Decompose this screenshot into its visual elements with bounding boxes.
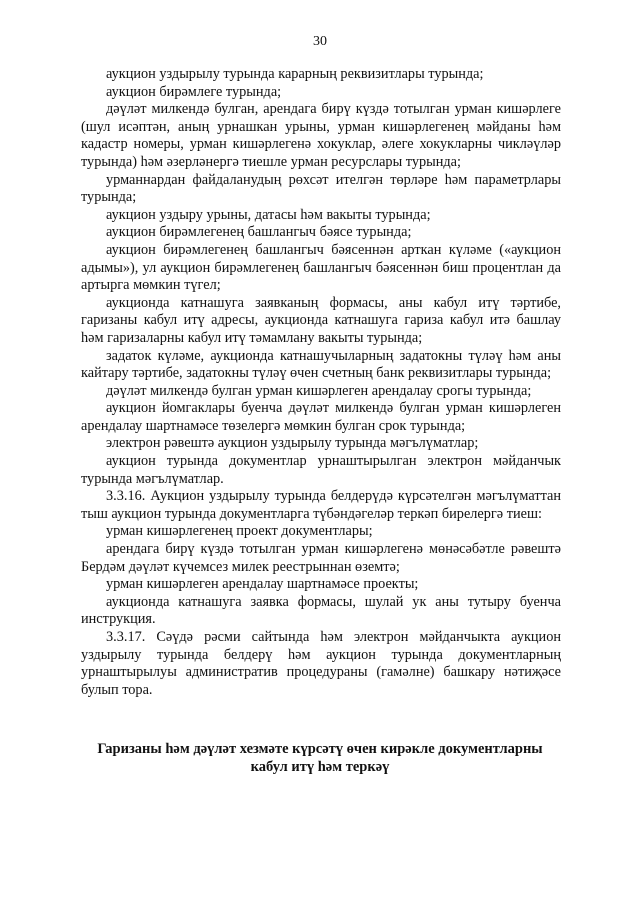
paragraph: аукционда катнашуга заявка формасы, шулай ук аны тутыру буенча инструкция. <box>81 593 561 628</box>
section-heading-line-2: кабул итү һәм теркәү <box>250 759 390 775</box>
paragraph: арендага бирү күздә тотылган урман кишәрлегенә мөнәсәбәтле рәвештә Бердәм дәүләт күчемсез милек реестрыннан өземтә; <box>81 541 561 575</box>
paragraph: урман кишәрлеген арендалау шартнамәсе проекты; <box>106 576 419 593</box>
section-heading <box>60 740 580 776</box>
paragraph: аукцион бирәмлегенең башлангыч бәясеннән арткан күләме («аукцион адымы»), ул аукцион бирәмлегенең башлангыч бәясеннән биш процентлан да артырга мөмкин түгел; <box>81 241 561 294</box>
section-heading-line-1: Гаризаны һәм дәүләт хезмәте күрсәтү өчен кирәкле документларны <box>97 741 543 757</box>
paragraph: дәүләт милкендә булган, арендага бирү күздә тотылган урман кишәрлеге (шул исәптән, аның урнашкан урыны, урман кишәрлегенең мәйданы һәм кадастр номеры, урман кишәрлегенә хокуклар, әлеге хокукларны чикләүләр турында) һәм әзерләнергә тиешле урман ресурслары турында; <box>81 101 561 170</box>
paragraph-3-3-16: 3.3.16. Аукцион уздырылу турында белдерүдә күрсәтелгән мәгълүматтан тыш аукцион турында документларга түбәндәгеләр теркәп бирелергә тиеш: <box>81 488 561 522</box>
paragraph: аукцион турында документлар урнаштырылган электрон мәйданчык турында мәгълүматлар. <box>81 453 561 487</box>
paragraph: аукцион бирәмлеге турында; <box>106 83 282 100</box>
page-number: 30 <box>313 34 327 49</box>
document-body <box>81 66 561 699</box>
paragraph: аукцион йомгаклары буенча дәүләт милкендә булган урман кишәрлеген арендалау шартнамәсе төзелергә мөмкин булган срок турында; <box>81 400 561 434</box>
paragraph: аукцион уздырылу турында карарның реквизитлары турында; <box>106 66 484 82</box>
paragraph: аукцион бирәмлегенең башлангыч бәясе турында; <box>106 224 412 241</box>
paragraph: дәүләт милкендә булган урман кишәрлеген арендалау срогы турында; <box>106 382 532 399</box>
paragraph: аукционда катнашуга заявканың формасы, аны кабул итү тәртибе, гаризаны кабул итү адресы, аукционда катнашуга гариза кабул итә башлау һәм гаризаларны кабул итү тәмамлану вакыты турында; <box>81 294 561 346</box>
paragraph: урманнардан файдаланудың рөхсәт ителгән төрләре һәм параметрлары турында; <box>81 171 561 206</box>
paragraph: электрон рәвештә аукцион уздырылу турында мәгълүматлар; <box>106 435 479 452</box>
paragraph: задаток күләме, аукционда катнашучыларның задатокны түләү һәм аны кайтару тәртибе, задатокны түләү өчен счетның банк реквизитлары турында; <box>81 347 561 382</box>
paragraph: урман кишәрлегенең проект документлары; <box>106 523 373 540</box>
paragraph-3-3-17: 3.3.17. Сәүдә рәсми сайтында һәм электрон мәйданчыкта аукцион уздырылу турында белдерү һәм аукцион турында документларның урнаштырылуы административ процедураны (гамәлне) башкару нәтиҗәсе булып тора. <box>81 629 561 698</box>
paragraph: аукцион уздыру урыны, датасы һәм вакыты турында; <box>106 206 431 223</box>
